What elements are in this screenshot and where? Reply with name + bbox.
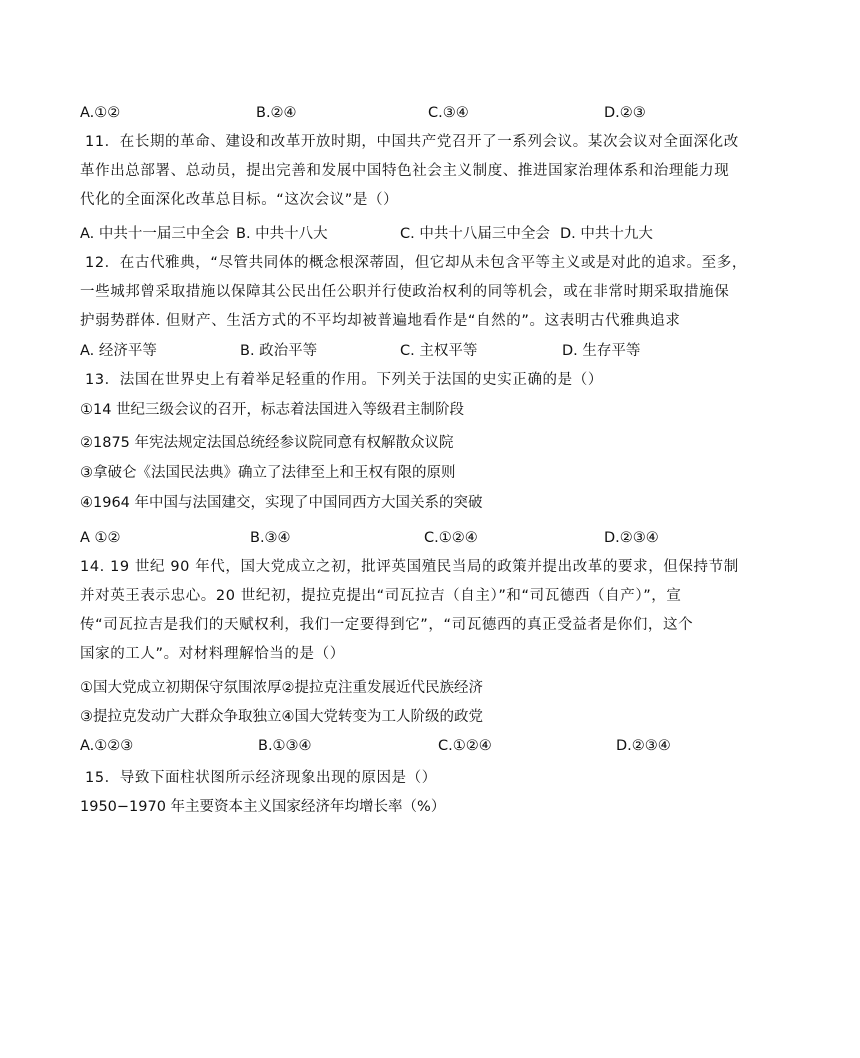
- question-12-stem-line-2: 一些城邦曾采取措施以保障其公民出任公职并行使政治权利的同等机会，或在非常时期采取措施保: [80, 284, 730, 300]
- option-c: C.①②④: [424, 530, 478, 546]
- chart-caption: 1950−1970 年主要资本主义国家经济年均增长率（%）: [80, 799, 446, 815]
- question-11-stem-line-3: 代化的全面深化改革总目标。“这次会议”是（）: [80, 192, 399, 208]
- question-11-stem-line-1: 11．在长期的革命、建设和改革开放时期，中国共产党召开了一系列会议。某次会议对全面深化改: [85, 134, 739, 150]
- question-14-stem-line-4: 国家的工人”。对材料理解恰当的是（）: [80, 646, 345, 662]
- option-d: D.②③④: [616, 738, 671, 754]
- option-a: A ①②: [80, 530, 121, 546]
- option-a: A. 中共十一届三中全会: [80, 226, 230, 242]
- option-b: B. 中共十八大: [236, 226, 328, 242]
- question-13-item-3: ③拿破仑《法国民法典》确立了法律至上和王权有限的原则: [80, 465, 456, 481]
- option-c: C.③④: [428, 105, 469, 121]
- option-a: A.①②: [80, 105, 121, 121]
- question-11-stem-line-2: 革作出总部署、总动员，提出完善和发展中国特色社会主义制度、推进国家治理体系和治理能力现: [80, 163, 730, 179]
- question-14-stem-line-2: 并对英王表示忠心。20 世纪初，提拉克提出“司瓦拉吉（自主）”和“司瓦德西（自产）”，宣: [80, 588, 682, 604]
- option-b: B.①③④: [258, 738, 312, 754]
- option-a: A.①②③: [80, 738, 134, 754]
- option-c: C. 主权平等: [400, 343, 478, 359]
- option-d: D. 生存平等: [562, 343, 641, 359]
- question-12-stem-line-1: 12．在古代雅典，“尽管共同体的概念根深蒂固，但它却从未包含平等主义或是对此的追求。至多，: [85, 255, 747, 271]
- option-b: B. 政治平等: [240, 343, 318, 359]
- option-b: B.②④: [256, 105, 297, 121]
- option-a: A. 经济平等: [80, 343, 157, 359]
- question-13-stem: 13．法国在世界史上有着举足轻重的作用。下列关于法国的史实正确的是（）: [85, 372, 603, 388]
- option-c: C. 中共十八届三中全会: [400, 226, 550, 242]
- option-d: D.②③④: [604, 530, 659, 546]
- question-14-item-1: ①国大党成立初期保守氛围浓厚②提拉克注重发展近代民族经济: [80, 680, 483, 696]
- option-b: B.③④: [250, 530, 291, 546]
- option-d: D.②③: [604, 105, 646, 121]
- option-d: D. 中共十九大: [560, 226, 653, 242]
- question-14-stem-line-3: 传“司瓦拉吉是我们的天赋权利，我们一定要得到它”，“司瓦德西的真正受益者是你们，这个: [80, 617, 694, 633]
- question-13-item-2: ②1875 年宪法规定法国总统经参议院同意有权解散众议院: [80, 435, 454, 451]
- question-12-stem-line-3: 护弱势群体. 但财产、生活方式的不平均却被普遍地看作是“自然的”。这表明古代雅典追求: [80, 313, 681, 329]
- question-14-item-2: ③提拉克发动广大群众争取独立④国大党转变为工人阶级的政党: [80, 709, 483, 725]
- question-14-stem-line-1: 14. 19 世纪 90 年代，国大党成立之初，批评英国殖民当局的政策并提出改革的要求，但保持节制: [80, 559, 739, 575]
- option-c: C.①②④: [438, 738, 492, 754]
- question-13-item-4: ④1964 年中国与法国建交，实现了中国同西方大国关系的突破: [80, 495, 483, 511]
- question-15-stem: 15．导致下面柱状图所示经济现象出现的原因是（）: [85, 770, 437, 786]
- question-13-item-1: ①14 世纪三级会议的召开，标志着法国进入等级君主制阶段: [80, 402, 465, 418]
